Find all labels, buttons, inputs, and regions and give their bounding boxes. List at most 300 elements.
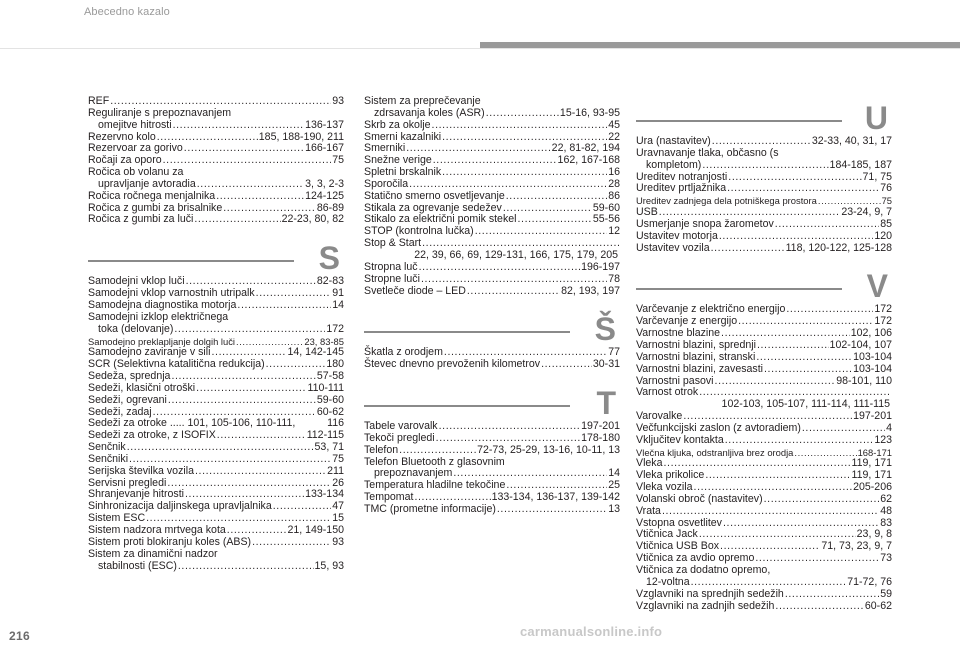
dot-leader <box>662 506 879 518</box>
page-refs: 23, 83-85 <box>304 335 344 347</box>
index-entry <box>364 433 620 445</box>
page-refs: 72-73, 25-29, 13-16, 10-11, 13 <box>477 443 620 456</box>
index-term: Sistem nadzora mrtvega kota <box>88 524 226 536</box>
index-term: Senčnik <box>88 441 126 454</box>
dot-leader <box>786 304 873 316</box>
index-term: Vleka <box>636 457 663 470</box>
index-term: zdrsavanja koles (ASR) <box>374 106 485 119</box>
page-refs: 15 <box>332 512 344 525</box>
page-refs: 172 <box>326 322 344 335</box>
index-term: Ročica z gumbi za luči <box>88 213 194 226</box>
page-refs: 14 <box>608 467 620 480</box>
index-term: Stropna luč <box>364 260 418 273</box>
page-refs: 112-115 <box>306 429 344 442</box>
page-refs: 22, 81-82, 194 <box>551 142 620 155</box>
letter-section-header <box>636 96 892 136</box>
index-term: Varnostni blazini, sprednji <box>636 338 756 351</box>
dot-leader <box>723 518 879 530</box>
index-entry <box>364 179 620 191</box>
index-entry <box>636 243 892 255</box>
dot-leader <box>725 435 874 447</box>
index-term: Tempomat <box>364 491 414 504</box>
index-term: Varčevanje z električno energijo <box>636 303 786 316</box>
index-entry <box>364 286 620 298</box>
dot-leader <box>467 286 560 298</box>
page-refs: 172 <box>874 315 892 328</box>
index-term: TMC (prometne informacije) <box>364 502 496 515</box>
index-term: Sinhronizacija daljinskega upravljalnika <box>88 500 272 513</box>
index-entry-text: Reguliranje s prepoznavanjem <box>88 106 232 119</box>
index-entry <box>364 191 620 203</box>
dot-leader <box>518 214 592 226</box>
page-refs: 197-201 <box>853 410 892 423</box>
dot-leader <box>178 561 314 573</box>
index-term: stabilnosti (ESC) <box>98 559 177 572</box>
page-refs: 98-101, 110 <box>836 374 892 387</box>
index-term: Stikala za ogrevanje sedežev <box>364 201 502 214</box>
page-refs: 118, 120-122, 125-128 <box>785 241 892 254</box>
index-entry <box>88 324 344 336</box>
dot-leader <box>757 340 829 352</box>
page-refs: 71, 73, 23, 9, 7 <box>821 540 892 553</box>
dot-leader <box>691 577 847 589</box>
section-divider <box>364 405 570 407</box>
index-term: Stropne luči <box>364 272 420 285</box>
index-entry <box>636 423 892 435</box>
letter-section-header <box>364 307 620 347</box>
page-refs: 45 <box>608 118 620 131</box>
index-term: Vleka prikolice <box>636 469 705 482</box>
page-refs: 60-62 <box>316 405 344 418</box>
dot-leader <box>168 395 316 407</box>
index-entry <box>636 589 892 601</box>
index-term: Vtičnica USB Box <box>636 540 720 553</box>
page-refs: 75 <box>332 452 344 465</box>
page-refs: 82-83 <box>316 275 344 288</box>
index-term: Servisni pregledi <box>88 476 167 489</box>
dot-leader <box>432 120 608 132</box>
dot-leader <box>127 442 314 454</box>
dot-leader <box>196 383 306 395</box>
index-term: Ureditev zadnjega dela potniškega prostora <box>636 195 817 207</box>
page-refs: 23, 9, 8 <box>856 528 892 541</box>
index-entry <box>636 494 892 506</box>
index-term: Ročica z gumbi za brisalnike <box>88 201 223 214</box>
index-term: Ročica ročnega menjalnika <box>88 189 216 202</box>
index-entry-text: 22, 39, 66, 69, 129-131, 166, 175, 179, 205 <box>414 248 618 261</box>
index-term: Samodejno preklapljanje dolgih luči <box>88 335 235 347</box>
page-refs: 162, 167-168 <box>557 154 620 167</box>
index-term: Vzglavniki na sprednjih sedežih <box>636 587 784 600</box>
index-entry <box>88 214 344 226</box>
page-refs: 91 <box>332 287 344 300</box>
dot-leader <box>273 501 331 513</box>
index-term: Smerni kazalniki <box>364 130 442 143</box>
index-term: 12-voltna <box>646 575 690 588</box>
index-term: Ureditev notranjosti <box>636 170 728 183</box>
index-entry <box>636 577 892 589</box>
section-divider <box>636 120 842 122</box>
dot-leader <box>436 433 580 445</box>
index-term: Telefon <box>364 443 399 456</box>
dot-leader <box>421 274 607 286</box>
index-term: omejitve hitrosti <box>98 118 172 131</box>
page-refs: 15-16, 93-95 <box>559 106 620 119</box>
page-refs: 22 <box>608 130 620 143</box>
page-refs: 23-24, 9, 7 <box>841 206 892 219</box>
dot-leader <box>711 243 785 255</box>
page-refs: 197-201 <box>581 420 620 433</box>
page-refs: 185, 188-190, 211 <box>258 130 344 143</box>
page-refs: 75 <box>332 154 344 167</box>
index-entry <box>364 274 620 286</box>
page-refs: 48 <box>880 504 892 517</box>
page-refs: 77 <box>608 346 620 359</box>
dot-leader <box>163 155 332 167</box>
page-refs: 55-56 <box>592 213 620 226</box>
index-term: Ustavitev motorja <box>636 229 718 242</box>
page-refs: 22-23, 80, 82 <box>281 213 344 226</box>
index-entry <box>88 191 344 203</box>
index-entry <box>88 430 344 442</box>
page-refs: 103-104 <box>853 350 892 363</box>
index-term: Senčniki <box>88 452 129 465</box>
section-letter: Š <box>594 311 616 348</box>
dot-leader <box>197 179 304 191</box>
page-refs: 14, 142-145 <box>287 346 344 359</box>
index-term: Vtičnica za avdio opremo <box>636 552 755 565</box>
page-refs: 124-125 <box>305 189 344 202</box>
dot-leader <box>802 423 885 435</box>
section-divider <box>364 331 570 333</box>
index-term: Vlečna kljuka, odstranljiva brez orodja <box>636 446 794 458</box>
letter-section-header <box>88 236 344 276</box>
page-refs: 13 <box>608 502 620 515</box>
page-refs: 178-180 <box>581 431 620 444</box>
page-refs: 136-137 <box>305 118 344 131</box>
page-refs: 15, 93 <box>314 559 344 572</box>
page-refs: 133-134 <box>305 488 344 501</box>
dot-leader <box>256 288 332 300</box>
dot-leader <box>433 155 557 167</box>
index-term: Ustavitev vozila <box>636 241 710 254</box>
dot-leader <box>764 494 880 506</box>
index-term: Ureditev prtljažnika <box>636 182 727 195</box>
dot-leader <box>184 143 304 155</box>
page-refs: 85 <box>880 217 892 230</box>
dot-leader <box>174 324 325 336</box>
page-refs: 166-167 <box>305 142 344 155</box>
page-refs: 120 <box>874 229 892 242</box>
dot-leader <box>497 504 607 516</box>
index-entry <box>636 601 892 613</box>
page-refs: 196-197 <box>581 260 620 273</box>
index-entry-text: Vtičnica za dodatno opremo, <box>636 564 771 576</box>
page-refs: 73 <box>880 552 892 565</box>
index-term: Sedeži, ogrevani <box>88 393 167 406</box>
dot-leader <box>715 376 836 388</box>
index-term: Varnostni blazini, zavesasti <box>636 362 763 375</box>
dot-leader <box>541 359 592 371</box>
dot-leader <box>728 172 861 184</box>
page-number: 216 <box>9 629 30 643</box>
dot-leader <box>775 601 863 613</box>
section-divider <box>636 288 842 290</box>
index-term: Sistem ESC <box>88 512 146 525</box>
index-term: Samodejno zaviranje v sili <box>88 346 211 359</box>
index-term: Svetleče diode – LED <box>364 284 466 297</box>
index-term: Usmerjanje snopa žarometov <box>636 217 774 230</box>
index-term: SCR (Selektivna katalitična redukcija) <box>88 358 265 371</box>
page-refs: 26 <box>332 476 344 489</box>
index-term: Tabele varovalk <box>364 420 438 433</box>
dot-leader <box>755 553 879 565</box>
page-refs: 102-104, 107 <box>829 338 892 351</box>
page-refs: 102, 106 <box>850 327 892 340</box>
dot-leader <box>252 537 331 549</box>
page-refs: 47 <box>332 500 344 513</box>
section-title: Abecedno kazalo <box>84 6 170 18</box>
index-term: Varovalke <box>636 410 683 423</box>
page-refs: 211 <box>327 464 344 477</box>
index-term: Vključitev kontakta <box>636 433 724 446</box>
page-refs: 53, 71 <box>314 441 344 454</box>
index-term: Samodejni vklop luči <box>88 275 185 288</box>
page-refs: 59-60 <box>316 393 344 406</box>
page-refs: 180 <box>326 358 344 371</box>
index-term: Tekoči pregledi <box>364 431 435 444</box>
index-entry <box>88 383 344 395</box>
index-entry <box>88 466 344 478</box>
section-letter: U <box>864 100 888 136</box>
index-entry <box>364 120 620 132</box>
index-term: USB <box>636 206 658 219</box>
index-entry-text: Uravnavanje tlaka, občasno (s <box>636 146 779 159</box>
page-refs: 25 <box>608 479 620 492</box>
index-term: Rezervoar za gorivo <box>88 142 183 155</box>
dot-leader <box>173 120 305 132</box>
page-refs: 172 <box>874 303 892 316</box>
page-refs: 57-58 <box>316 370 344 383</box>
index-entry <box>364 504 620 516</box>
index-term: Varčevanje z energijo <box>636 315 738 328</box>
dot-leader <box>486 108 559 120</box>
index-term: Varnostni pasovi <box>636 374 714 387</box>
dot-leader <box>409 179 607 191</box>
index-entry <box>636 435 892 447</box>
page-refs: 168-171 <box>857 446 892 458</box>
watermark: carmanualsonline.info <box>520 624 663 639</box>
page-refs: 110-111 <box>307 381 344 394</box>
index-entry <box>364 262 620 274</box>
index-term: Sistem proti blokiranju koles (ABS) <box>88 535 252 548</box>
index-term: Skrb za okolje <box>364 118 431 131</box>
index-entry <box>88 537 344 549</box>
index-term: Sedeži, klasični otroški <box>88 381 196 394</box>
index-column-2 <box>364 96 620 516</box>
index-term: kompletom) <box>646 158 702 171</box>
index-term: Vrata <box>636 504 661 517</box>
index-term: Varnostni blazini, stranski <box>636 350 756 363</box>
page-refs: 83 <box>880 516 892 529</box>
index-term: Vstopna osvetlitev <box>636 516 722 529</box>
index-entry <box>636 183 892 195</box>
page-refs: 59 <box>880 587 892 600</box>
index-term: Samodejna diagnostika motorja <box>88 298 237 311</box>
page-refs: 75 <box>881 195 892 207</box>
dot-leader <box>217 430 306 442</box>
index-term: Sedeži za otroke, z ISOFIX <box>88 429 216 442</box>
page-refs: 60-62 <box>864 599 892 612</box>
index-term: Sedeži, zadaj <box>88 405 152 418</box>
dot-leader <box>756 352 852 364</box>
page-refs: 30-31 <box>592 358 620 371</box>
index-entry <box>364 445 620 457</box>
index-term: Volanski obroč (nastavitev) <box>636 492 763 505</box>
page-refs: 3, 3, 2-3 <box>305 177 344 190</box>
index-entry-text: Telefon Bluetooth z glasovnim <box>364 455 505 468</box>
dot-leader <box>439 421 581 433</box>
index-term: Vleka vozila <box>636 481 693 494</box>
index-entry <box>364 359 620 371</box>
index-term: Rezervno kolo <box>88 130 156 143</box>
page-refs: 78 <box>608 272 620 285</box>
page-refs: 116 <box>327 417 344 430</box>
section-divider <box>88 260 294 262</box>
index-term: Vtičnica Jack <box>636 528 698 541</box>
index-term: Samodejni vklop varnostnih utripalk <box>88 287 255 300</box>
index-term: STOP (kontrolna lučka) <box>364 225 474 238</box>
index-entry <box>636 160 892 172</box>
dot-leader <box>719 231 873 243</box>
index-entry <box>88 561 344 573</box>
letter-section-header <box>636 264 892 304</box>
index-entry <box>636 219 892 231</box>
page-refs: 32-33, 40, 31, 17 <box>811 135 892 147</box>
index-term: toka (delovanje) <box>98 322 174 335</box>
page-refs: 71, 75 <box>862 170 892 183</box>
index-term: Snežne verige <box>364 154 432 167</box>
dot-leader <box>727 183 879 195</box>
page-refs: 184-185, 187 <box>829 158 892 171</box>
page-refs: 86-89 <box>316 201 344 214</box>
section-letter: V <box>866 268 888 305</box>
index-term: Shranjevanje hitrosti <box>88 488 184 501</box>
index-entry <box>88 120 344 132</box>
dot-leader <box>195 466 326 478</box>
page-refs: 28 <box>608 177 620 190</box>
dot-leader <box>705 470 850 482</box>
index-term: Smerniki <box>364 142 406 155</box>
index-term: REF <box>88 95 110 107</box>
index-column-1 <box>88 96 344 572</box>
dot-leader <box>419 262 581 274</box>
index-term: Spletni brskalnik <box>364 166 442 179</box>
index-term: Večfunkcijski zaslon (z avtoradiem) <box>636 421 801 434</box>
index-term: Vzglavniki na zadnjih sedežih <box>636 599 775 612</box>
index-term: prepoznavanjem <box>374 467 453 480</box>
index-entry <box>88 395 344 407</box>
dot-leader <box>794 447 856 459</box>
index-term: Ura (nastavitev) <box>636 135 711 147</box>
page-refs: 76 <box>880 182 892 195</box>
index-term: Sedeža, sprednja <box>88 370 171 383</box>
dot-leader <box>129 454 331 466</box>
dot-leader <box>237 300 331 312</box>
index-term: Statično smerno osvetljevanje <box>364 189 505 202</box>
index-entry <box>636 506 892 518</box>
index-column-3 <box>636 96 892 612</box>
index-term: Varnostne blazine <box>636 327 721 340</box>
index-entry-text: Sistem za preprečevanje <box>364 95 481 107</box>
page-refs: 12 <box>608 225 620 238</box>
page-refs: 205-206 <box>853 481 892 494</box>
section-letter: S <box>318 240 340 277</box>
page-refs: 4 <box>886 421 892 434</box>
index-term: Temperatura hladilne tekočine <box>364 479 506 492</box>
index-term: Škatla z orodjem <box>364 346 443 359</box>
index-term: Sporočila <box>364 177 409 190</box>
index-term: Števec dnevno prevoženih kilometrov <box>364 358 541 371</box>
index-entry-text: Samodejni izklop električnega <box>88 310 229 323</box>
index-entry-text: 102-103, 105-107, 111-114, 111-115 <box>721 398 890 411</box>
page-refs: 133-134, 136-137, 139-142 <box>491 491 620 504</box>
page-refs: 93 <box>332 535 344 548</box>
dot-leader <box>506 191 607 203</box>
dot-leader <box>702 160 828 172</box>
dot-leader <box>775 219 879 231</box>
dot-leader <box>442 167 607 179</box>
page-refs: 119, 171 <box>851 469 892 482</box>
page-refs: 103-104 <box>853 362 892 375</box>
index-entry-text: Ročica ob volanu za <box>88 166 184 179</box>
dot-leader <box>399 445 476 457</box>
index-entry <box>88 454 344 466</box>
page-refs: 93 <box>332 95 344 107</box>
letter-section-header <box>364 381 620 421</box>
dot-leader <box>216 191 304 203</box>
page-refs: 59-60 <box>592 201 620 214</box>
page-refs: 82, 193, 197 <box>561 284 620 297</box>
page-refs: 71-72, 76 <box>847 575 892 588</box>
index-entry <box>636 352 892 364</box>
page-refs: 62 <box>880 492 892 505</box>
index-term: Stop & Start <box>364 237 422 250</box>
page-refs: 86 <box>608 189 620 202</box>
index-term: Sedeži za otroke ..... 101, 105-106, 110-111, <box>88 417 296 430</box>
dot-leader <box>785 589 879 601</box>
page-refs: 14 <box>332 298 344 311</box>
index-entry <box>88 179 344 191</box>
page-refs: 119, 171 <box>851 457 892 470</box>
section-letter: T <box>596 385 616 422</box>
dot-leader <box>475 226 607 238</box>
page-refs: 21, 149-150 <box>287 524 344 536</box>
index-term: Stikalo za električni pomik stekel <box>364 213 517 226</box>
header-rule <box>0 48 960 49</box>
page-refs: 16 <box>608 166 620 179</box>
index-term: Serijska številka vozila <box>88 464 194 477</box>
index-term: Varnost otrok <box>636 386 699 399</box>
index-term: upravljanje avtoradia <box>98 177 196 190</box>
index-term: Ročaji za oporo <box>88 154 162 167</box>
dot-leader <box>194 214 280 226</box>
index-entry-text: Sistem za dinamični nadzor <box>88 547 218 560</box>
index-entry <box>364 108 620 120</box>
page-refs: 123 <box>874 433 892 446</box>
index-entry <box>636 364 892 376</box>
index-entry <box>636 231 892 243</box>
